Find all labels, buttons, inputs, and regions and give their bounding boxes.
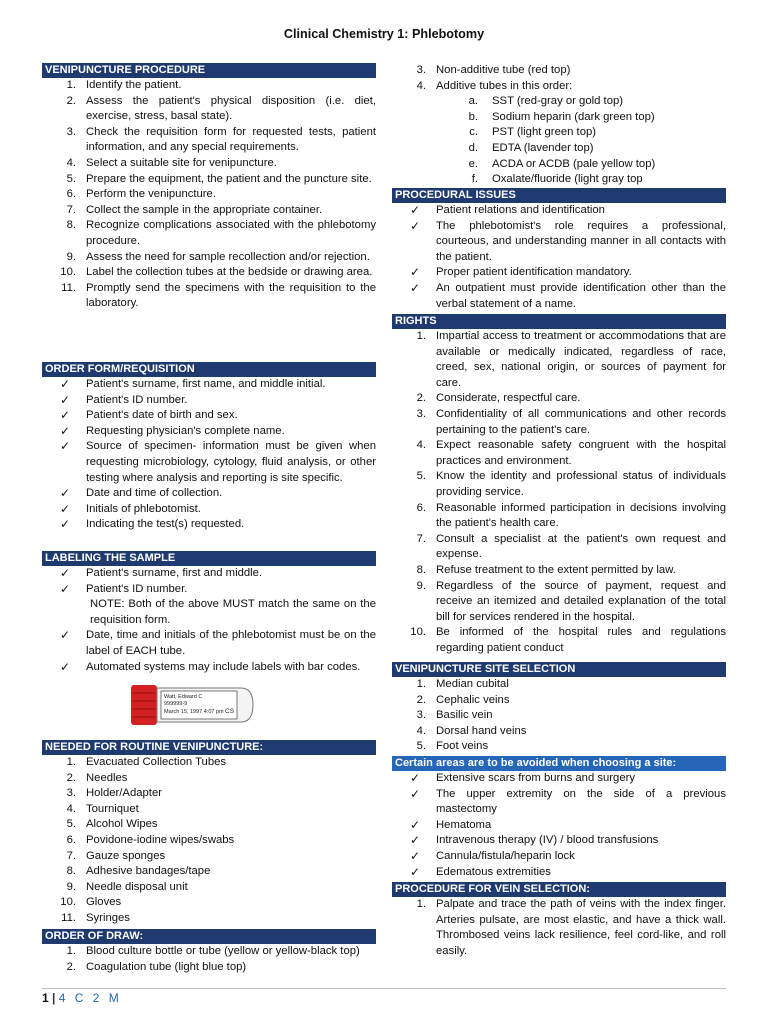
checkmark-icon: ✓ xyxy=(409,280,420,295)
list-item xyxy=(392,897,726,959)
list-item xyxy=(392,865,726,881)
list-marker: 4. xyxy=(66,802,76,815)
list-item-text: Promptly send the specimens with the requisition to the laboratory. xyxy=(86,281,376,310)
list-marker: 1. xyxy=(66,945,76,957)
section-header: Certain areas are to be avoided when choosing a site: xyxy=(392,756,726,771)
list-marker: 2. xyxy=(416,693,426,706)
list-item-text: SST (red-gray or gold top) xyxy=(492,95,624,108)
page-number: 1 xyxy=(42,991,49,1005)
list-item xyxy=(392,469,726,500)
list-marker: 1. xyxy=(66,756,76,768)
list-item-text: Gauze sponges xyxy=(86,849,166,862)
list-item-text: Consult a specialist at the patient's own request and expense. xyxy=(436,532,726,561)
list-marker: 11. xyxy=(61,281,76,294)
footer-separator: | xyxy=(52,991,56,1005)
list-item xyxy=(392,203,726,219)
list-marker: b. xyxy=(468,110,478,123)
list-item xyxy=(42,849,376,865)
list-item xyxy=(42,880,376,896)
checkmark-icon: ✓ xyxy=(59,659,70,674)
labeled-tube-image xyxy=(129,683,255,727)
list-item xyxy=(392,172,726,188)
footer xyxy=(42,991,122,1005)
list-marker: f. xyxy=(471,173,478,186)
section-header: LABELING THE SAMPLE xyxy=(42,551,376,566)
list-marker: 1. xyxy=(416,898,426,910)
venipuncture-procedure-section xyxy=(42,63,376,312)
labeling-section xyxy=(42,551,376,675)
list-item xyxy=(392,265,726,281)
list-item-text: ACDA or ACDB (pale yellow top) xyxy=(492,157,656,170)
list-marker: c. xyxy=(469,126,478,139)
tube-cap xyxy=(131,685,157,725)
list-marker: 2. xyxy=(416,392,426,405)
avoided-sites-section xyxy=(392,756,726,880)
list-item xyxy=(42,944,376,960)
list-item-text: Syringes xyxy=(86,911,130,924)
list-item-text: Patient's surname, first and middle. xyxy=(86,567,263,579)
list-item-text: Evacuated Collection Tubes xyxy=(86,756,227,768)
list-item-text: Blood culture bottle or tube (yellow or yellow-black top) xyxy=(86,945,360,957)
list-item xyxy=(42,78,376,94)
order-of-draw-section xyxy=(42,929,376,975)
checkmark-icon: ✓ xyxy=(409,265,420,280)
list-marker: 7. xyxy=(66,203,76,216)
list-marker: 9. xyxy=(66,880,76,893)
list-item-text: Hematoma xyxy=(436,818,492,831)
list-item xyxy=(392,787,726,818)
list-item xyxy=(392,141,726,157)
list-item-text: Regardless of the source of payment, request and receive an itemized and detailed explanation of the total bill for services rendered in the hospital. xyxy=(436,579,726,623)
list-item-text: Coagulation tube (light blue top) xyxy=(86,960,247,973)
list-item xyxy=(42,125,376,156)
list-item xyxy=(392,157,726,173)
list-item-text: Indicating the test(s) requested. xyxy=(86,518,245,531)
list-item xyxy=(42,960,376,976)
list-item xyxy=(42,911,376,927)
list-item xyxy=(392,818,726,834)
list-item xyxy=(392,532,726,563)
list-item-text: Perform the venipuncture. xyxy=(86,188,216,201)
list-marker: e. xyxy=(468,157,478,170)
list-item xyxy=(392,407,726,438)
list-marker: 4. xyxy=(416,79,426,92)
list-item xyxy=(42,864,376,880)
list-item-text: Collect the sample in the appropriate container. xyxy=(86,203,323,216)
list-marker: 3. xyxy=(416,407,426,420)
list-item xyxy=(392,329,726,391)
list-marker: 3. xyxy=(66,787,76,800)
list-item xyxy=(42,218,376,249)
list-item-text: Requesting physician's complete name. xyxy=(86,424,285,437)
list-item xyxy=(42,582,376,598)
list-item-text: Cannula/fistula/heparin lock xyxy=(436,849,575,862)
list-item xyxy=(392,501,726,532)
section-header: ORDER OF DRAW: xyxy=(42,929,376,944)
list-item-text: Holder/Adapter xyxy=(86,787,162,800)
list-item-text: Date, time and initials of the phlebotomist must be on the label of EACH tube. xyxy=(86,629,376,657)
list-item-text: Additive tubes in this order: xyxy=(436,79,573,92)
tube-label-name: Watt, Edward C xyxy=(164,694,203,700)
list-item xyxy=(392,771,726,787)
tube-label-date: March 15, 1997 4:07 pm xyxy=(164,709,224,715)
list-item xyxy=(42,156,376,172)
list-item xyxy=(42,393,376,409)
list-item-text: Extensive scars from burns and surgery xyxy=(436,772,636,784)
checkmark-icon: ✓ xyxy=(409,218,420,233)
list-item-text: Expect reasonable safety congruent with the hospital practices and environment. xyxy=(436,439,726,467)
list-item xyxy=(392,677,726,693)
list-item-text: Edematous extremities xyxy=(436,865,551,878)
list-item xyxy=(392,94,726,110)
section-header: NEEDED FOR ROUTINE VENIPUNCTURE: xyxy=(42,740,376,755)
checkmark-icon: ✓ xyxy=(59,486,70,501)
checkmark-icon: ✓ xyxy=(59,408,70,423)
checkmark-icon: ✓ xyxy=(59,377,70,391)
list-item-text: Palpate and trace the path of veins with the index finger. Arteries pulsate, are most elastic, and have a thick wall. Thrombosed veins lack resilience, feel cord-like, and roll easily. xyxy=(436,898,726,957)
checkmark-icon: ✓ xyxy=(409,817,420,832)
list-marker: 6. xyxy=(66,833,76,846)
list-marker: 1. xyxy=(416,678,426,690)
list-item-text: Cephalic veins xyxy=(436,693,510,706)
list-marker: 10. xyxy=(60,266,76,279)
list-item-text: Source of specimen- information must be given when requesting microbiology, cytology, fluid analysis, or other testing where analysis and reporting is site specific. xyxy=(86,440,376,484)
list-item xyxy=(42,408,376,424)
list-item-text: Refuse treatment to the extent permitted by law. xyxy=(436,563,676,576)
checkmark-icon: ✓ xyxy=(409,786,420,801)
list-item-text: Label the collection tubes at the bedside or drawing area. xyxy=(86,266,373,279)
list-item-text: Alcohol Wipes xyxy=(86,818,158,831)
list-item xyxy=(392,110,726,126)
list-item-text: Recognize complications associated with the phlebotomy procedure. xyxy=(86,219,376,247)
list-item-text: Know the identity and professional status of individuals providing service. xyxy=(436,470,726,498)
order-form-section xyxy=(42,362,376,533)
list-item xyxy=(42,187,376,203)
list-item-text: The phlebotomist's role requires a professional, courteous, and understanding manner in all contacts with the patient. xyxy=(436,219,726,263)
list-item-text: Check the requisition form for requested tests, patient information, and any special requirements. xyxy=(86,125,376,154)
list-item-text: Non-additive tube (red top) xyxy=(436,64,571,76)
list-item xyxy=(392,724,726,740)
checkmark-icon: ✓ xyxy=(59,423,70,438)
list-item-text: Dorsal hand veins xyxy=(436,724,527,737)
list-item-text: Tourniquet xyxy=(86,802,139,815)
list-item xyxy=(42,802,376,818)
list-item-text: Initials of phlebotomist. xyxy=(86,502,201,515)
list-item xyxy=(42,203,376,219)
checkmark-icon: ✓ xyxy=(409,848,420,863)
list-item-text: Patient relations and identification xyxy=(436,204,605,216)
list-item xyxy=(42,628,376,659)
checkmark-icon: ✓ xyxy=(409,833,420,848)
checkmark-icon: ✓ xyxy=(59,501,70,516)
labeling-note: NOTE: Both of the above MUST match the same on the requisition form. xyxy=(90,598,376,626)
order-of-draw-continued xyxy=(392,63,726,188)
list-item xyxy=(392,625,726,656)
checkmark-icon: ✓ xyxy=(409,864,420,879)
list-marker: 5. xyxy=(416,470,426,483)
page-title: Clinical Chemistry 1: Phlebotomy xyxy=(283,27,485,41)
list-marker: 5. xyxy=(66,172,76,185)
list-item-text: Identify the patient. xyxy=(86,79,182,91)
list-item xyxy=(42,660,376,676)
list-item-text: Intravenous therapy (IV) / blood transfusions xyxy=(436,834,659,847)
list-marker: 3. xyxy=(416,709,426,722)
section-header: VENIPUNCTURE SITE SELECTION xyxy=(392,662,726,677)
list-item-text: Basilic vein xyxy=(436,709,493,722)
list-marker: a. xyxy=(468,95,478,108)
tube-label-initials: CS xyxy=(225,708,235,715)
list-marker: 2. xyxy=(66,960,76,973)
list-item xyxy=(42,486,376,502)
list-item xyxy=(42,94,376,125)
checkmark-icon: ✓ xyxy=(59,581,70,596)
checkmark-icon: ✓ xyxy=(409,771,420,785)
list-marker: 7. xyxy=(416,532,426,545)
list-item xyxy=(42,786,376,802)
list-item xyxy=(42,424,376,440)
list-item xyxy=(392,693,726,709)
list-item xyxy=(42,771,376,787)
section-header: PROCEDURE FOR VEIN SELECTION: xyxy=(392,882,726,897)
list-item xyxy=(392,219,726,266)
list-item-text: The upper extremity on the side of a previous mastectomy xyxy=(436,787,726,816)
list-item xyxy=(42,281,376,312)
site-selection-section xyxy=(392,662,726,755)
list-item-text: Be informed of the hospital rules and regulations regarding patient conduct xyxy=(436,626,726,654)
list-item-text: Prepare the equipment, the patient and the puncture site. xyxy=(86,172,372,185)
list-marker: 4. xyxy=(66,156,76,169)
list-marker: 9. xyxy=(66,250,76,263)
list-item xyxy=(42,517,376,533)
list-marker: 5. xyxy=(416,740,426,753)
list-marker: 11. xyxy=(61,911,76,924)
list-item-text: Patient's surname, first name, and middle initial. xyxy=(86,378,326,390)
list-item-text: Needle disposal unit xyxy=(86,880,188,893)
list-marker: 3. xyxy=(416,64,426,76)
list-item-text: Sodium heparin (dark green top) xyxy=(492,110,655,123)
list-item xyxy=(42,502,376,518)
list-item-text: Povidone-iodine wipes/swabs xyxy=(86,833,235,846)
checkmark-icon: ✓ xyxy=(59,628,70,643)
rights-section xyxy=(392,314,726,656)
list-item xyxy=(392,125,726,141)
checkmark-icon: ✓ xyxy=(59,566,70,580)
list-marker: 3. xyxy=(66,125,76,138)
list-item xyxy=(42,250,376,266)
list-item-text: Assess the need for sample recollection and/or rejection. xyxy=(86,250,370,263)
list-item-text: Gloves xyxy=(86,896,122,909)
list-item xyxy=(392,281,726,312)
list-marker: 8. xyxy=(66,219,76,232)
list-item xyxy=(392,79,726,95)
list-marker: 5. xyxy=(66,818,76,831)
list-item xyxy=(392,63,726,79)
section-header: RIGHTS xyxy=(392,314,726,329)
list-item-text: Needles xyxy=(86,771,128,784)
list-item-text: Assess the patient's physical disposition (i.e. diet, exercise, stress, basal state). xyxy=(86,94,376,123)
checkmark-icon: ✓ xyxy=(59,392,70,407)
list-item-text: Confidentiality of all communications and other records pertaining to the patient's care. xyxy=(436,407,726,436)
list-marker: 2. xyxy=(66,771,76,784)
needed-section xyxy=(42,740,376,927)
section-header: VENIPUNCTURE PROCEDURE xyxy=(42,63,376,78)
checkmark-icon: ✓ xyxy=(59,439,70,454)
list-item-text: EDTA (lavender top) xyxy=(492,141,594,154)
list-item-text: Date and time of collection. xyxy=(86,487,223,500)
list-item xyxy=(392,739,726,755)
list-item-text: Patient's ID number. xyxy=(86,393,188,406)
list-item xyxy=(42,895,376,911)
list-item xyxy=(392,833,726,849)
list-item xyxy=(42,755,376,771)
tube-label-id: 999999-9 xyxy=(164,701,188,707)
list-item-text: Patient's ID number. xyxy=(86,582,188,595)
list-marker: 9. xyxy=(416,579,426,592)
footer-divider xyxy=(42,988,726,989)
list-item xyxy=(42,833,376,849)
list-item xyxy=(42,566,376,582)
list-item-text: Select a suitable site for venipuncture. xyxy=(86,156,277,169)
list-item-text: PST (light green top) xyxy=(492,126,597,139)
list-item xyxy=(392,708,726,724)
vein-selection-section xyxy=(392,882,726,959)
list-item xyxy=(42,377,376,393)
checkmark-icon: ✓ xyxy=(59,517,70,532)
list-item xyxy=(392,563,726,579)
list-item-text: Median cubital xyxy=(436,678,509,690)
list-item xyxy=(392,438,726,469)
list-marker: 10. xyxy=(60,896,76,909)
checkmark-icon: ✓ xyxy=(409,203,420,217)
list-marker: 1. xyxy=(416,330,426,342)
list-item-text: An outpatient must provide identification other than the verbal statement of a name. xyxy=(436,281,726,310)
list-marker: 2. xyxy=(66,94,76,107)
list-marker: d. xyxy=(468,141,478,154)
section-header: PROCEDURAL ISSUES xyxy=(392,188,726,203)
section-header: ORDER FORM/REQUISITION xyxy=(42,362,376,377)
list-item-text: Considerate, respectful care. xyxy=(436,392,581,405)
list-marker: 8. xyxy=(416,563,426,576)
list-marker: 6. xyxy=(416,501,426,514)
list-item-text: Automated systems may include labels with bar codes. xyxy=(86,660,361,673)
list-item-text: Reasonable informed participation in decisions involving the patient's health care. xyxy=(436,501,726,530)
list-item-text: Adhesive bandages/tape xyxy=(86,865,211,878)
list-marker: 8. xyxy=(66,865,76,878)
list-item xyxy=(392,391,726,407)
list-item xyxy=(392,849,726,865)
list-item xyxy=(42,439,376,486)
footer-code: 4 C 2 M xyxy=(58,991,122,1005)
list-marker: 1. xyxy=(66,79,76,91)
list-marker: 7. xyxy=(66,849,76,862)
list-marker: 6. xyxy=(66,188,76,201)
list-item xyxy=(42,817,376,833)
list-item xyxy=(392,579,726,626)
list-marker: 4. xyxy=(416,439,426,452)
list-item xyxy=(42,265,376,281)
list-item-text: Proper patient identification mandatory. xyxy=(436,266,632,279)
list-item-text: Patient's date of birth and sex. xyxy=(86,409,238,422)
list-item-text: Impartial access to treatment or accommodations that are available or medically indicated, regardless of race, creed, sex, national origin, or sources of payment for care. xyxy=(436,330,726,389)
list-item-text: Oxalate/fluoride (light gray top xyxy=(492,173,643,186)
list-item xyxy=(42,172,376,188)
list-marker: 4. xyxy=(416,724,426,737)
procedural-issues-section xyxy=(392,188,726,312)
list-marker: 10. xyxy=(410,626,426,639)
list-item-text: Foot veins xyxy=(436,740,489,753)
